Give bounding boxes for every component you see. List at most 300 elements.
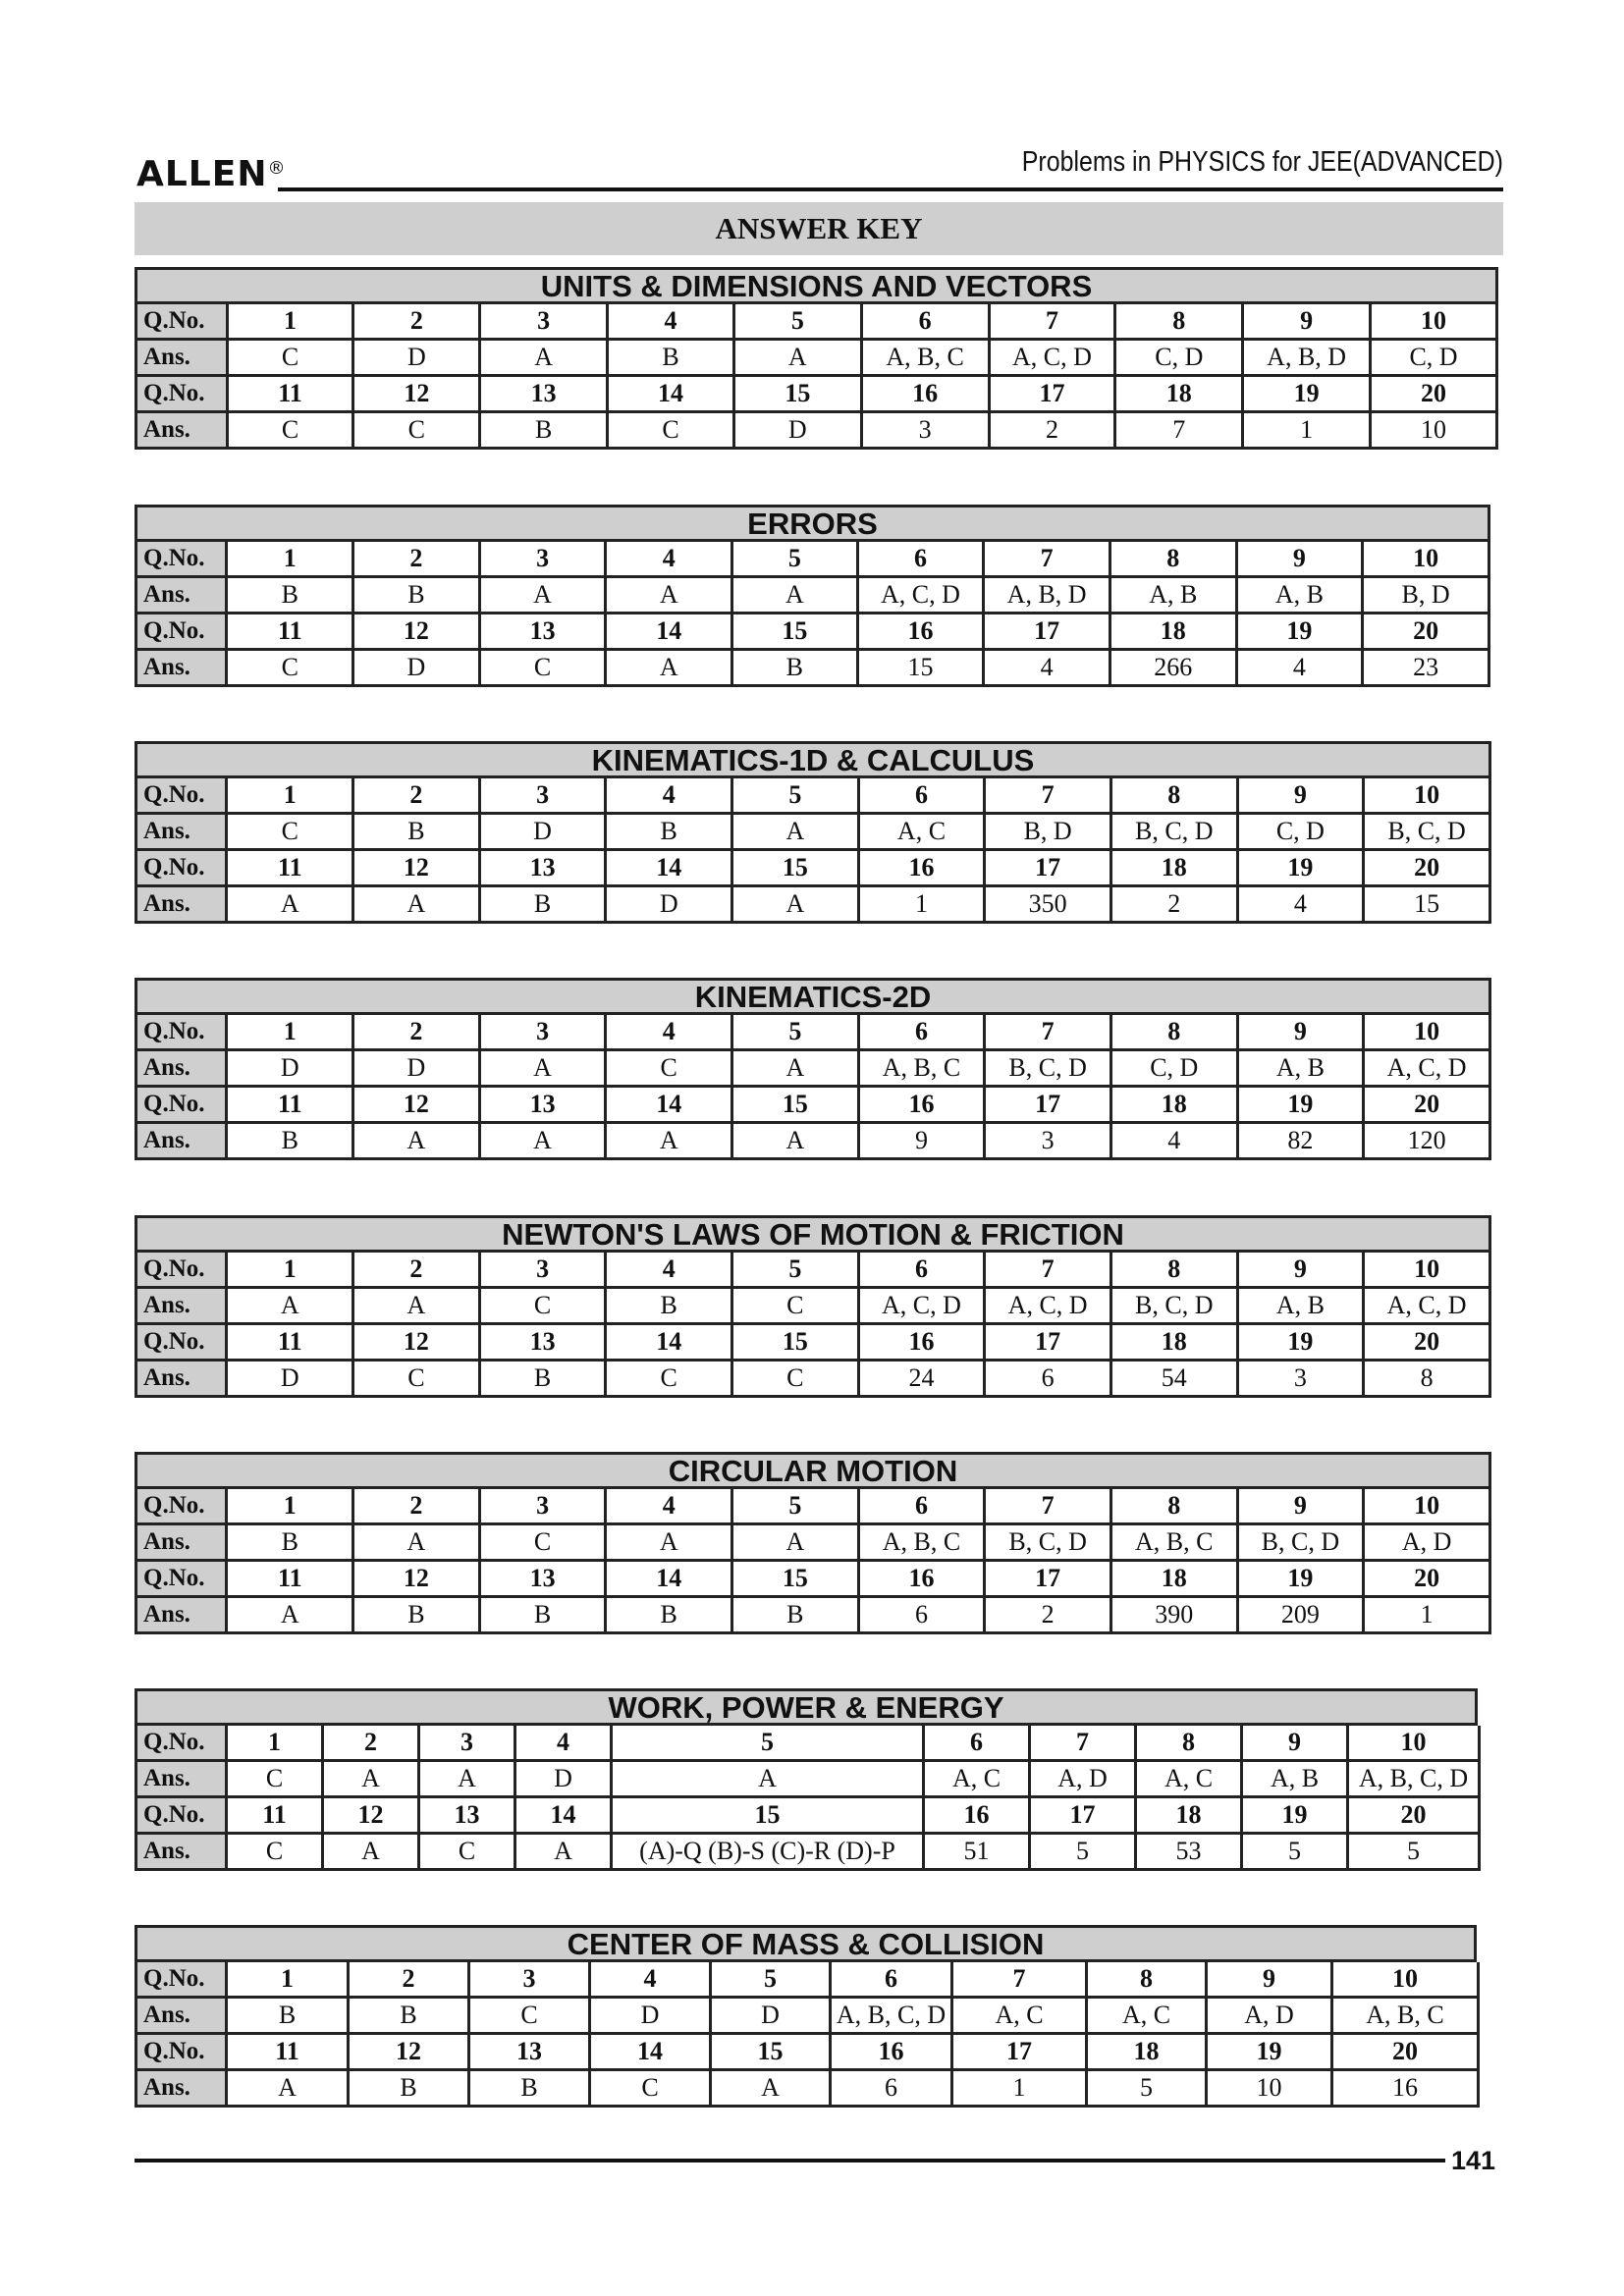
question-number-cell: 14 — [606, 850, 732, 886]
answer-cell: A, D — [1207, 1998, 1332, 2034]
question-number-cell: 3 — [479, 778, 606, 814]
question-number-cell: 5 — [732, 1015, 859, 1050]
question-number-cell: 6 — [858, 1015, 985, 1050]
answer-cell: B, C, D — [985, 1524, 1111, 1561]
answer-cell: C — [353, 412, 480, 449]
answer-cell: B — [227, 1524, 353, 1561]
answer-cell: B — [606, 814, 732, 850]
answer-cell: 4 — [984, 650, 1110, 686]
question-number-cell: 11 — [227, 1561, 353, 1597]
answer-cell: A, C, D — [985, 1288, 1111, 1324]
answer-cell: C — [608, 412, 734, 449]
answer-cell: A — [227, 1288, 353, 1324]
question-number-cell: 10 — [1364, 1253, 1490, 1288]
ans-label: Ans. — [136, 1597, 227, 1633]
answer-cell: A, B, C — [858, 1524, 985, 1561]
answer-cell: B — [349, 1998, 469, 2034]
answer-cell: C — [227, 650, 353, 686]
question-number-cell: 15 — [732, 850, 859, 886]
qno-label: Q.No. — [136, 614, 227, 650]
answer-cell: D — [606, 886, 732, 923]
answer-key-title: ANSWER KEY — [135, 202, 1503, 255]
answer-cell: D — [353, 650, 480, 686]
question-number-cell: 14 — [606, 1324, 732, 1361]
question-number-cell: 19 — [1243, 376, 1371, 412]
question-number-cell: 8 — [1115, 304, 1243, 340]
answer-cell: A — [323, 1834, 419, 1870]
answer-row — [136, 1123, 1490, 1159]
book-title: Problems in PHYSICS for JEE(ADVANCED) — [1021, 146, 1503, 178]
question-number-cell: 1 — [227, 778, 353, 814]
answer-cell: A, C — [1087, 1998, 1207, 2034]
question-number-cell: 9 — [1237, 1489, 1364, 1524]
question-number-cell: 8 — [1110, 1253, 1237, 1288]
ans-label: Ans. — [136, 1288, 227, 1324]
question-number-cell: 19 — [1207, 2034, 1332, 2070]
question-row — [136, 1015, 1490, 1050]
answer-cell: A — [515, 1834, 612, 1870]
answer-cell: B — [480, 412, 608, 449]
question-number-cell: 12 — [353, 1324, 480, 1361]
answer-cell: 5 — [1242, 1834, 1348, 1870]
answer-cell: B — [732, 1597, 859, 1633]
answer-cell: A, B, D — [984, 577, 1110, 614]
answer-cell: C, D — [1237, 814, 1364, 850]
question-number-cell: 17 — [985, 1561, 1111, 1597]
ans-label: Ans. — [136, 2070, 227, 2107]
question-number-cell: 16 — [858, 1087, 985, 1123]
question-number-cell: 5 — [732, 778, 859, 814]
answer-cell: A, C, D — [1364, 1050, 1490, 1087]
answer-table — [135, 778, 1491, 924]
answer-cell: B, D — [985, 814, 1111, 850]
answer-cell: 1 — [858, 886, 985, 923]
answer-cell: A — [479, 1050, 606, 1087]
answer-cell: A — [732, 814, 859, 850]
answer-cell: 1 — [1364, 1597, 1490, 1633]
answer-cell: A — [732, 1050, 859, 1087]
answer-cell: C — [227, 412, 353, 449]
answer-cell: C — [479, 1524, 606, 1561]
question-number-cell: 2 — [323, 1726, 419, 1761]
answer-cell: A, B — [1237, 1288, 1364, 1324]
question-number-cell: 12 — [353, 614, 480, 650]
question-number-cell: 2 — [353, 304, 480, 340]
answer-cell: 23 — [1363, 650, 1489, 686]
question-number-cell: 16 — [858, 850, 985, 886]
answer-cell: C, D — [1371, 340, 1497, 376]
answer-cell: B, C, D — [1364, 814, 1490, 850]
question-number-cell: 6 — [861, 304, 989, 340]
answer-cell: 390 — [1110, 1597, 1237, 1633]
answer-cell: A, B, C, D — [1348, 1761, 1480, 1797]
question-number-cell: 18 — [1115, 376, 1243, 412]
answer-row — [136, 1998, 1479, 2034]
page-header — [135, 145, 1503, 194]
answer-cell: B — [608, 340, 734, 376]
question-number-cell: 15 — [711, 2034, 831, 2070]
answer-table — [135, 1489, 1491, 1634]
answer-section — [135, 1452, 1491, 1634]
answer-row — [136, 886, 1490, 923]
question-number-cell: 9 — [1242, 1726, 1348, 1761]
answer-cell: C — [353, 1361, 480, 1397]
ans-label: Ans. — [136, 1123, 227, 1159]
section-title: UNITS & DIMENSIONS AND VECTORS — [135, 267, 1498, 304]
answer-cell: C — [469, 1998, 590, 2034]
question-number-cell: 3 — [419, 1726, 515, 1761]
answer-cell: B — [227, 577, 353, 614]
answer-cell: A — [419, 1761, 515, 1797]
question-number-cell: 1 — [227, 1489, 353, 1524]
answer-cell: A, D — [1364, 1524, 1490, 1561]
question-row — [136, 1489, 1490, 1524]
answer-row — [136, 412, 1497, 449]
answer-cell: 209 — [1237, 1597, 1364, 1633]
question-number-cell: 3 — [469, 1962, 590, 1998]
answer-table — [135, 1726, 1481, 1871]
answer-cell: A, C, D — [858, 1288, 985, 1324]
answer-cell: C — [227, 340, 353, 376]
question-number-cell: 18 — [1110, 1561, 1237, 1597]
answer-row — [136, 1361, 1490, 1397]
answer-cell: 53 — [1136, 1834, 1242, 1870]
question-number-cell: 20 — [1364, 1561, 1490, 1597]
question-number-cell: 8 — [1110, 542, 1236, 577]
answer-cell: A, B, C — [858, 1050, 985, 1087]
answer-cell: D — [515, 1761, 612, 1797]
question-number-cell: 17 — [985, 1324, 1111, 1361]
answer-cell: B, C, D — [1110, 1288, 1237, 1324]
question-number-cell: 3 — [479, 1253, 606, 1288]
answer-cell: A, C — [952, 1998, 1087, 2034]
qno-label: Q.No. — [136, 1015, 227, 1050]
qno-label: Q.No. — [136, 1962, 227, 1998]
question-number-cell: 12 — [349, 2034, 469, 2070]
answer-cell: 54 — [1110, 1361, 1237, 1397]
question-number-cell: 20 — [1364, 1324, 1490, 1361]
question-number-cell: 4 — [515, 1726, 612, 1761]
answer-row — [136, 1597, 1490, 1633]
question-number-cell: 1 — [227, 304, 353, 340]
answer-cell: 10 — [1371, 412, 1497, 449]
answer-cell: 24 — [858, 1361, 985, 1397]
question-number-cell: 12 — [353, 1561, 480, 1597]
question-number-cell: 13 — [479, 614, 606, 650]
answer-cell: B — [732, 650, 858, 686]
answer-cell: B — [479, 886, 606, 923]
question-number-cell: 3 — [480, 304, 608, 340]
answer-cell: 1 — [1243, 412, 1371, 449]
question-number-cell: 14 — [590, 2034, 711, 2070]
question-number-cell: 17 — [989, 376, 1115, 412]
answer-cell: A, C, D — [1364, 1288, 1490, 1324]
answer-row — [136, 2070, 1479, 2107]
answer-cell: A, B — [1236, 577, 1363, 614]
question-number-cell: 15 — [732, 1324, 859, 1361]
question-number-cell: 7 — [985, 1253, 1111, 1288]
question-row — [136, 614, 1489, 650]
answer-cell: (A)-Q (B)-S (C)-R (D)-P — [612, 1834, 924, 1870]
footer-rule — [135, 2159, 1445, 2163]
answer-cell: 7 — [1115, 412, 1243, 449]
answer-cell: B, C, D — [1237, 1524, 1364, 1561]
qno-label: Q.No. — [136, 2034, 227, 2070]
question-number-cell: 5 — [711, 1962, 831, 1998]
qno-label: Q.No. — [136, 1561, 227, 1597]
question-number-cell: 16 — [831, 2034, 952, 2070]
question-number-cell: 11 — [227, 850, 353, 886]
question-number-cell: 18 — [1110, 850, 1237, 886]
question-number-cell: 9 — [1237, 1015, 1364, 1050]
question-number-cell: 20 — [1371, 376, 1497, 412]
question-number-cell: 18 — [1110, 614, 1236, 650]
answer-cell: 266 — [1110, 650, 1236, 686]
answer-cell: A, B — [1242, 1761, 1348, 1797]
question-number-cell: 2 — [353, 1253, 480, 1288]
answer-cell: 3 — [985, 1123, 1111, 1159]
answer-cell: C — [606, 1361, 732, 1397]
question-row — [136, 542, 1489, 577]
question-number-cell: 15 — [732, 1561, 859, 1597]
answer-cell: C — [590, 2070, 711, 2107]
question-number-cell: 10 — [1332, 1962, 1479, 1998]
question-number-cell: 3 — [479, 1489, 606, 1524]
question-row — [136, 850, 1490, 886]
answer-cell: 15 — [1364, 886, 1490, 923]
answer-cell: 2 — [1110, 886, 1237, 923]
question-number-cell: 15 — [732, 614, 858, 650]
answer-row — [136, 340, 1497, 376]
qno-label: Q.No. — [136, 542, 227, 577]
question-number-cell: 4 — [606, 542, 732, 577]
answer-cell: 6 — [858, 1597, 985, 1633]
question-number-cell: 13 — [480, 376, 608, 412]
question-number-cell: 5 — [732, 1489, 859, 1524]
answer-row — [136, 1834, 1480, 1870]
answer-cell: 4 — [1110, 1123, 1237, 1159]
answer-cell: A — [227, 1597, 353, 1633]
answer-cell: 4 — [1236, 650, 1363, 686]
answer-cell: D — [711, 1998, 831, 2034]
answer-cell: A — [353, 886, 480, 923]
question-number-cell: 12 — [353, 850, 480, 886]
answer-cell: A — [732, 886, 859, 923]
answer-table — [135, 1015, 1491, 1160]
page-number: 141 — [1451, 2146, 1496, 2175]
answer-row — [136, 1288, 1490, 1324]
question-number-cell: 18 — [1087, 2034, 1207, 2070]
question-number-cell: 3 — [479, 542, 606, 577]
answer-cell: 120 — [1364, 1123, 1490, 1159]
answer-cell: A — [353, 1288, 480, 1324]
question-number-cell: 20 — [1332, 2034, 1479, 2070]
section-title: NEWTON'S LAWS OF MOTION & FRICTION — [135, 1215, 1491, 1253]
question-number-cell: 17 — [952, 2034, 1087, 2070]
answer-cell: 16 — [1332, 2070, 1479, 2107]
question-number-cell: 13 — [479, 1087, 606, 1123]
answer-cell: A — [227, 2070, 349, 2107]
question-number-cell: 9 — [1237, 778, 1364, 814]
answer-cell: C, D — [1115, 340, 1243, 376]
answer-cell: A, C — [924, 1761, 1030, 1797]
question-number-cell: 10 — [1364, 1015, 1490, 1050]
answer-cell: A, B, C — [861, 340, 989, 376]
question-number-cell: 6 — [858, 1489, 985, 1524]
ans-label: Ans. — [136, 340, 228, 376]
answer-cell: D — [353, 340, 480, 376]
answer-cell: A — [733, 340, 861, 376]
answer-cell: 350 — [985, 886, 1111, 923]
question-number-cell: 7 — [984, 542, 1110, 577]
question-row — [136, 1253, 1490, 1288]
question-number-cell: 10 — [1348, 1726, 1480, 1761]
question-number-cell: 19 — [1237, 1324, 1364, 1361]
qno-label: Q.No. — [136, 1324, 227, 1361]
qno-label: Q.No. — [136, 850, 227, 886]
answer-cell: C — [227, 1834, 323, 1870]
answer-section — [135, 267, 1498, 450]
question-number-cell: 9 — [1236, 542, 1363, 577]
answer-section — [135, 1925, 1477, 2108]
question-number-cell: 2 — [353, 1489, 480, 1524]
question-number-cell: 7 — [985, 778, 1111, 814]
answer-cell: B — [479, 1361, 606, 1397]
answer-cell: D — [479, 814, 606, 850]
answer-cell: A — [612, 1761, 924, 1797]
answer-cell: B — [606, 1597, 732, 1633]
question-number-cell: 1 — [227, 1962, 349, 1998]
allen-logo — [136, 154, 287, 194]
question-number-cell: 20 — [1364, 850, 1490, 886]
question-number-cell: 11 — [227, 376, 353, 412]
registered-mark: ® — [267, 158, 287, 179]
answer-cell: A — [227, 886, 353, 923]
question-number-cell: 5 — [732, 542, 858, 577]
answer-cell: A — [606, 1524, 732, 1561]
answer-cell: 1 — [952, 2070, 1087, 2107]
answer-cell: A, B, C, D — [831, 1998, 952, 2034]
answer-cell: C — [732, 1288, 859, 1324]
question-row — [136, 778, 1490, 814]
question-number-cell: 11 — [227, 1324, 353, 1361]
question-number-cell: 16 — [858, 1324, 985, 1361]
answer-cell: A, B — [1237, 1050, 1364, 1087]
question-number-cell: 14 — [515, 1797, 612, 1834]
answer-cell: B, C, D — [1110, 814, 1237, 850]
answer-cell: C, D — [1110, 1050, 1237, 1087]
answer-cell: A — [606, 577, 732, 614]
question-number-cell: 1 — [227, 1726, 323, 1761]
question-number-cell: 2 — [353, 542, 480, 577]
answer-cell: C — [419, 1834, 515, 1870]
question-number-cell: 5 — [612, 1726, 924, 1761]
answer-cell: 6 — [985, 1361, 1111, 1397]
question-number-cell: 12 — [353, 1087, 480, 1123]
answer-cell: A, C, D — [857, 577, 984, 614]
question-number-cell: 4 — [606, 1015, 732, 1050]
answer-cell: A — [353, 1123, 480, 1159]
question-number-cell: 15 — [612, 1797, 924, 1834]
answer-cell: 15 — [857, 650, 984, 686]
question-number-cell: 10 — [1371, 304, 1497, 340]
question-number-cell: 10 — [1363, 542, 1489, 577]
question-number-cell: 18 — [1110, 1324, 1237, 1361]
answer-cell: D — [227, 1050, 353, 1087]
question-number-cell: 7 — [952, 1962, 1087, 1998]
question-row — [136, 1962, 1479, 1998]
answer-cell: 9 — [858, 1123, 985, 1159]
question-number-cell: 5 — [733, 304, 861, 340]
question-number-cell: 20 — [1363, 614, 1489, 650]
question-number-cell: 19 — [1237, 1087, 1364, 1123]
answer-cell: C — [479, 1288, 606, 1324]
answer-cell: A, B, D — [1243, 340, 1371, 376]
question-row — [136, 304, 1497, 340]
question-row — [136, 376, 1497, 412]
answer-cell: A — [479, 1123, 606, 1159]
section-title: KINEMATICS-1D & CALCULUS — [135, 741, 1491, 778]
question-number-cell: 16 — [861, 376, 989, 412]
answer-section — [135, 505, 1490, 687]
answer-cell: D — [590, 1998, 711, 2034]
question-number-cell: 8 — [1136, 1726, 1242, 1761]
question-number-cell: 2 — [349, 1962, 469, 1998]
question-number-cell: 16 — [924, 1797, 1030, 1834]
answer-cell: 5 — [1348, 1834, 1480, 1870]
answer-cell: B — [606, 1288, 732, 1324]
question-number-cell: 16 — [857, 614, 984, 650]
answer-cell: A, D — [1030, 1761, 1136, 1797]
question-number-cell: 15 — [733, 376, 861, 412]
question-number-cell: 2 — [353, 778, 480, 814]
answer-cell: A, C — [858, 814, 985, 850]
answer-cell: B — [227, 1123, 353, 1159]
question-number-cell: 1 — [227, 542, 353, 577]
answer-table — [135, 1962, 1480, 2108]
qno-label: Q.No. — [136, 1253, 227, 1288]
question-number-cell: 19 — [1237, 1561, 1364, 1597]
answer-cell: B, D — [1363, 577, 1489, 614]
answer-cell: 5 — [1030, 1834, 1136, 1870]
question-number-cell: 3 — [479, 1015, 606, 1050]
answer-cell: B — [227, 1998, 349, 2034]
ans-label: Ans. — [136, 886, 227, 923]
question-number-cell: 2 — [353, 1015, 480, 1050]
answer-cell: A — [732, 1524, 859, 1561]
question-row — [136, 2034, 1479, 2070]
answer-cell: D — [733, 412, 861, 449]
question-number-cell: 16 — [858, 1561, 985, 1597]
answer-cell: A — [606, 650, 732, 686]
question-number-cell: 13 — [479, 1324, 606, 1361]
ans-label: Ans. — [136, 1524, 227, 1561]
question-number-cell: 17 — [984, 614, 1110, 650]
question-number-cell: 7 — [1030, 1726, 1136, 1761]
question-number-cell: 1 — [227, 1253, 353, 1288]
question-number-cell: 4 — [608, 304, 734, 340]
qno-label: Q.No. — [136, 1489, 227, 1524]
question-row — [136, 1797, 1480, 1834]
question-number-cell: 14 — [606, 614, 732, 650]
answer-section — [135, 1688, 1478, 1871]
qno-label: Q.No. — [136, 376, 228, 412]
answer-cell: D — [227, 1361, 353, 1397]
answer-table — [135, 1253, 1491, 1398]
answer-cell: A — [479, 577, 606, 614]
qno-label: Q.No. — [136, 1797, 227, 1834]
question-number-cell: 13 — [469, 2034, 590, 2070]
